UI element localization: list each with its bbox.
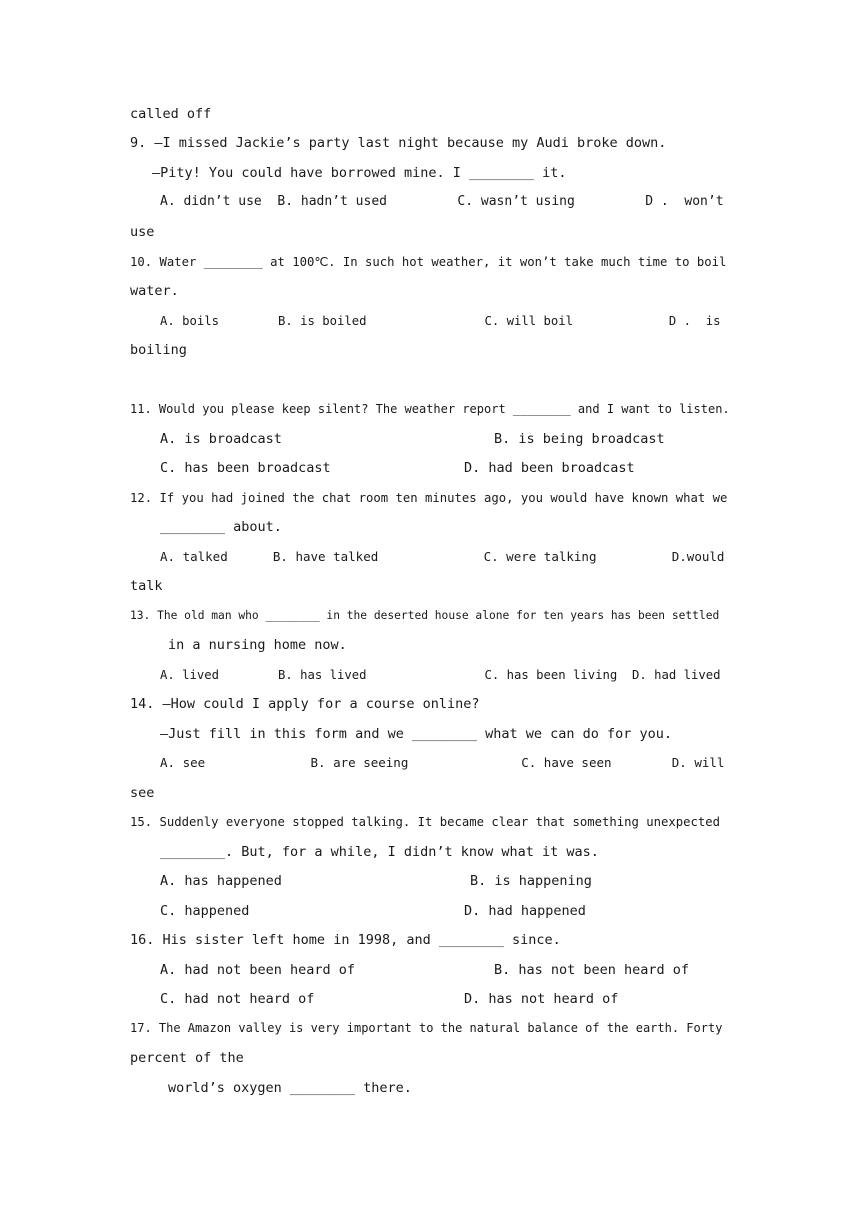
text-line: ________. But, for a while, I didn’t know what it was. <box>160 844 599 860</box>
question-9-options: A. didn’t use B. hadn’t used C. wasn’t using D . won’t <box>160 194 724 209</box>
option-a: A. is broadcast <box>160 431 282 447</box>
option-b: B. is being broadcast <box>494 431 665 447</box>
question-10-stem: 10. Water ________ at 100℃. In such hot weather, it won’t take much time to boil <box>130 255 727 269</box>
question-10-options: A. boils B. is boiled C. will boil D . is <box>160 314 721 328</box>
text-line: see <box>130 785 155 801</box>
question-13-options: A. lived B. has lived C. has been living D. had lived <box>160 668 721 682</box>
question-17-stem: 17. The Amazon valley is very important to the natural balance of the earth. Forty <box>130 1021 723 1035</box>
option-c: C. has been broadcast <box>160 460 331 476</box>
text-line: in a nursing home now. <box>168 637 347 653</box>
text-line: called off <box>130 106 212 122</box>
text-line: talk <box>130 578 163 594</box>
question-14-options: A. see B. are seeing C. have seen D. will <box>160 755 725 770</box>
question-9-reply: —Pity! You could have borrowed mine. I ________ it. <box>152 165 567 181</box>
question-14-reply: —Just fill in this form and we ________ what we can do for you. <box>160 726 673 742</box>
option-d: D. has not heard of <box>464 991 619 1007</box>
text-line: world’s oxygen ________ there. <box>168 1080 412 1096</box>
question-16-stem: 16. His sister left home in 1998, and ________ since. <box>130 932 561 948</box>
text-line: boiling <box>130 342 187 358</box>
question-9-stem: 9. —I missed Jackie’s party last night because my Audi broke down. <box>130 135 667 151</box>
question-15-stem: 15. Suddenly everyone stopped talking. It became clear that something unexpected <box>130 815 721 829</box>
option-a: A. had not been heard of <box>160 962 356 978</box>
option-a: A. has happened <box>160 873 282 889</box>
text-line: ________ about. <box>160 519 282 535</box>
option-c: C. happened <box>160 903 250 919</box>
option-b: B. has not been heard of <box>494 962 690 978</box>
question-11-stem: 11. Would you please keep silent? The weather report ________ and I want to listen. <box>130 402 730 416</box>
text-line: use <box>130 224 155 240</box>
option-d: D. had been broadcast <box>464 460 635 476</box>
option-d: D. had happened <box>464 903 586 919</box>
question-12-options: A. talked B. have talked C. were talking D.would <box>160 549 725 564</box>
option-b: B. is happening <box>470 873 592 889</box>
option-c: C. had not heard of <box>160 991 315 1007</box>
question-12-stem: 12. If you had joined the chat room ten minutes ago, you would have known what we <box>130 491 728 505</box>
question-13-stem: 13. The old man who ________ in the deserted house alone for ten years has been settled <box>130 609 720 622</box>
text-line: water. <box>130 283 179 299</box>
question-14-stem: 14. —How could I apply for a course online? <box>130 696 480 712</box>
text-line: percent of the <box>130 1050 244 1066</box>
